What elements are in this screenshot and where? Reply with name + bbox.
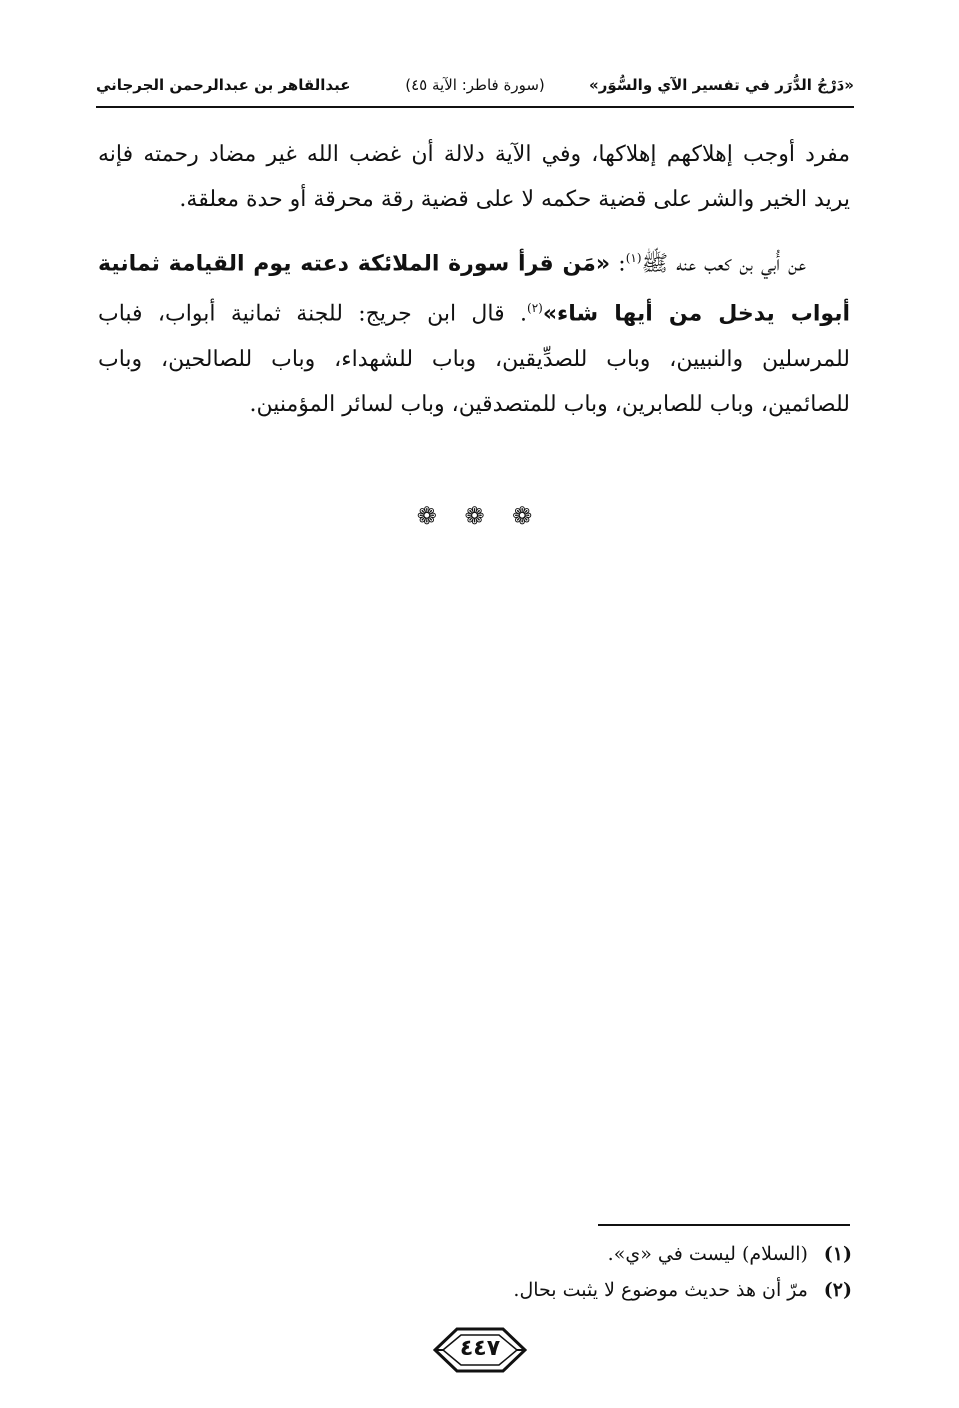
- footnote-ref-2[interactable]: (٢): [527, 301, 543, 316]
- footnote-1: [300, 1236, 852, 1272]
- footnote-2: [300, 1272, 852, 1308]
- paragraph-2: [98, 236, 850, 427]
- footnote-text: (السلام) ليست في «ي».: [607, 1243, 808, 1265]
- footnote-rule: [598, 1224, 850, 1226]
- header-section: (سورة فاطر: الآية ٤٥): [405, 76, 545, 94]
- footnotes: [300, 1236, 852, 1308]
- header-book-title: «دَرْجُ الدُّرَر في تفسير الآي والسُّوَر»: [589, 76, 854, 94]
- footnote-ref-1[interactable]: (١): [625, 251, 642, 265]
- footnote-text: مرّ أن هذ حديث موضوع لا يثبت بحال.: [513, 1279, 808, 1301]
- page-number-ornament: [433, 1327, 527, 1373]
- hadith-quote: «مَن قرأ سورة الملائكة دعته يوم القيامة ثمانية أبواب يدخل من أيها شاء»: [98, 251, 850, 327]
- footnote-number: (١): [823, 1243, 852, 1265]
- running-header: [96, 70, 854, 106]
- paragraph-2-colon: :: [610, 251, 626, 277]
- paragraph-1: مفرد أوجب إهلاكهم إهلاكها، وفي الآية دلالة أن غضب الله غير مضاد رحمته فإنه يريد الخير والشر على قضية حكمه لا على قضية رقة محرقة أو حدة معلقة.: [98, 142, 850, 212]
- footnote-number: (٢): [823, 1279, 852, 1301]
- header-rule: [96, 106, 854, 108]
- header-author: عبدالقاهر بن عبدالرحمن الجرجاني: [96, 76, 351, 94]
- paragraph-2-rest: . قال ابن جريج: للجنة ثمانية أبواب، فباب للمرسلين والنبيين، وباب للصدِّيقين، وباب للشهداء، وباب للصالحين، وباب للصائمين، وباب للصابرين، وباب للمتصدقين، وباب لسائر المؤمنين.: [98, 301, 850, 417]
- section-separator-flowers: ❁ ❁ ❁: [416, 502, 543, 530]
- main-text: [98, 132, 850, 427]
- page-number: ٤٤٧: [459, 1336, 501, 1361]
- paragraph-2-intro: عن أُبي بن كعب عنه ﷺ: [641, 251, 807, 277]
